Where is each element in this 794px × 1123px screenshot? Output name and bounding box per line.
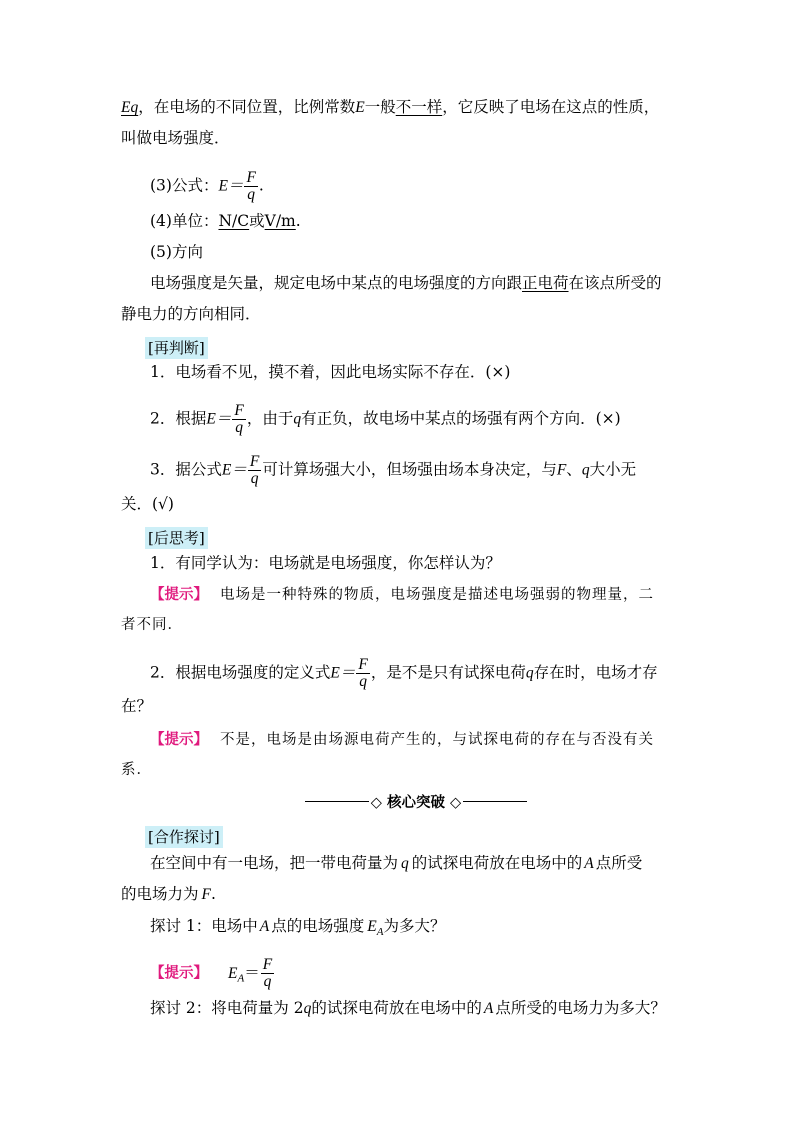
text: 、 — [566, 460, 582, 479]
subscript: A — [237, 972, 245, 985]
underlined-term: 不一样 — [395, 98, 443, 116]
denominator: q — [359, 673, 367, 690]
think-q1: 1．有同学认为：电场就是电场强度，你怎样认为？ — [150, 554, 501, 572]
text: 的试探电荷放在电场中的 — [311, 999, 482, 1017]
underlined-term: 正电荷 — [522, 274, 569, 292]
denominator: q — [247, 186, 256, 203]
denominator: q — [263, 973, 272, 990]
var-q: q — [525, 664, 534, 682]
fraction — [261, 957, 274, 990]
label: (3)公式： — [150, 176, 219, 195]
section-tag-explore: [合作探讨] — [145, 826, 223, 848]
section-separator — [305, 790, 527, 812]
para-line-2: 叫做电场强度． — [121, 129, 230, 147]
text: 在该点所受的 — [568, 274, 662, 292]
text: 点所受的电场力为多大？ — [495, 999, 666, 1017]
var-a: A — [483, 1000, 494, 1017]
section-tag-judge: [再判断] — [145, 337, 208, 359]
direction-title: (5)方向 — [150, 243, 203, 261]
text: ＝ — [244, 963, 260, 982]
separator-line-right — [463, 801, 527, 802]
text: 在空间中有一电场，把一带电荷量为 — [150, 854, 399, 872]
text: 2．根据电场强度的定义式 — [150, 663, 331, 682]
fraction — [356, 657, 369, 690]
fraction — [248, 454, 261, 487]
think-q2-line-2: 在？ — [121, 697, 153, 715]
text: 3．据公式 — [150, 460, 222, 479]
unit-nc: N/C — [218, 212, 250, 230]
explore-t2 — [150, 998, 666, 1019]
lhs: E＝ — [330, 664, 356, 682]
hint-label: 【提示】 — [150, 965, 208, 982]
text: 探讨 2：将电荷量为 2 — [150, 999, 304, 1017]
think-a1-line-1 — [150, 584, 654, 605]
think-q2 — [150, 657, 658, 690]
denominator: q — [235, 419, 243, 436]
text: ，是不是只有试探电荷 — [370, 663, 526, 682]
text: . — [258, 176, 264, 195]
text: 可计算场强大小，但场强由场本身决定，与 — [262, 460, 557, 479]
lhs: E＝ — [221, 461, 247, 479]
var-e: E — [355, 99, 365, 116]
lhs: E＝ — [218, 177, 244, 195]
judge-q3-line-2: 关．(√) — [121, 495, 174, 513]
numerator: F — [234, 402, 244, 419]
text: ，它反映了电场在这点的性质， — [442, 98, 660, 116]
explore-intro-line-1 — [150, 853, 642, 874]
numerator: F — [246, 169, 256, 186]
think-a2-line-1 — [150, 729, 654, 750]
hint-label: 【提示】 — [150, 732, 208, 748]
unit-vm: V/m — [264, 212, 296, 230]
label: (4)单位： — [150, 212, 219, 230]
text: ，在电场的不同位置，比例常数 — [138, 98, 356, 116]
text: . — [295, 212, 301, 230]
denominator: q — [250, 470, 259, 487]
judge-q1: 1．电场看不见，摸不着，因此电场实际不存在．(×) — [150, 363, 511, 381]
text: 电场强度是矢量，规定电场中某点的电场强度的方向跟 — [150, 274, 523, 292]
var-e: E — [228, 964, 238, 982]
var-q: q — [401, 855, 409, 872]
text: 的试探电荷放在电场中的 — [411, 854, 583, 872]
direction-line-2: 静电力的方向相同． — [121, 305, 261, 323]
text: 点的电场强度 — [271, 917, 365, 935]
text: 大小无 — [589, 460, 637, 479]
text: 为多大？ — [383, 917, 446, 935]
judge-q3 — [150, 454, 636, 487]
var-f: F — [556, 461, 567, 479]
var-a: A — [584, 855, 594, 872]
text: . — [210, 885, 216, 903]
judge-q2 — [150, 403, 621, 436]
var-q: q — [303, 1000, 312, 1017]
answer-text: 电场是一种特殊的物质，电场强度是描述电场强弱的物理量，二 — [220, 587, 654, 603]
separator-text: ◇ 核心突破 ◇ — [370, 794, 462, 811]
text: 存在时，电场才存 — [533, 663, 658, 682]
hint-label: 【提示】 — [150, 587, 208, 603]
text: 一般 — [364, 98, 396, 116]
direction-line-1 — [150, 273, 662, 293]
think-a2-line-2: 系． — [121, 762, 152, 778]
separator-line-left — [305, 801, 369, 802]
text: 2．根据 — [150, 409, 207, 428]
explore-intro-line-2 — [121, 884, 216, 905]
fraction — [244, 170, 257, 203]
var-q: q — [293, 410, 302, 428]
formula-line — [150, 170, 264, 203]
text: 探讨 1：电场中 — [150, 917, 258, 935]
eq-term: Eq — [121, 99, 139, 116]
numerator: F — [358, 656, 368, 673]
text: 的电场力为 — [121, 885, 199, 903]
fraction — [232, 403, 245, 436]
var-e: E — [367, 918, 377, 935]
text: 有正负，故电场中某点的场强有两个方向．(×) — [301, 409, 621, 428]
var-f: F — [201, 886, 211, 903]
answer-text: 不是，电场是由场源电荷产生的，与试探电荷的存在与否没有关 — [220, 732, 654, 748]
text: 或 — [249, 212, 265, 230]
section-tag-think: [后思考] — [145, 527, 208, 549]
para-line-1 — [121, 97, 659, 118]
think-a1-line-2: 者不同． — [121, 617, 183, 633]
numerator: F — [249, 453, 260, 470]
unit-line — [150, 211, 301, 231]
subscript: A — [376, 926, 384, 939]
explore-t1-answer — [150, 957, 275, 990]
text: ，由于 — [246, 409, 294, 428]
var-a: A — [259, 918, 270, 935]
explore-t1 — [150, 916, 446, 942]
numerator: F — [262, 956, 273, 973]
var-q: q — [581, 461, 590, 479]
text: 点所受 — [595, 854, 643, 872]
lhs: E＝ — [206, 410, 232, 428]
